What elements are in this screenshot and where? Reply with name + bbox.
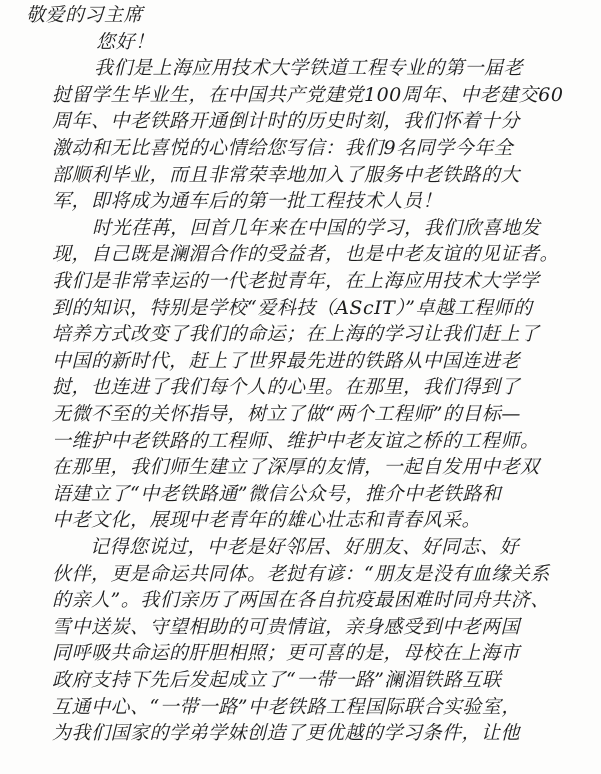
- letter-line: 的亲人”。我们亲历了两国在各自抗疫最困难时同舟共济、: [52, 589, 550, 612]
- letter-line: 记得您说过，中老是好邻居、好朋友、好同志、好: [90, 536, 520, 558]
- letter-line: 激动和无比喜悦的心情给您写信：我们9名同学今年全: [52, 137, 514, 159]
- letter-line: 无微不至的关怀指导，树立了做“两个工程师”的目标—: [52, 403, 521, 425]
- letter-line: 中老文化，展现中老青年的雄心壮志和青春风采。: [52, 509, 482, 532]
- letter-line: 互通中心、“一带一路”中老铁路工程国际联合实验室，: [52, 695, 521, 718]
- letter-line: 部顺利毕业，而且非常荣幸地加入了服务中老铁路的大: [52, 163, 521, 186]
- letter-line: 现，自己既是澜湄合作的受益者，也是中老友谊的见证者。: [52, 243, 560, 266]
- letter-line: 时光荏苒，回首几年来在中国的学习，我们欣喜地发: [92, 216, 541, 239]
- salutation: 敬爱的习主席: [26, 4, 144, 26]
- letter-line: 同呼吸共命运的肝胆相照；更可喜的是，母校在上海市: [52, 642, 521, 665]
- letter-line: 在那里，我们师生建立了深厚的友情，一起自发用中老双: [52, 456, 540, 479]
- letter-line: 周年、中老铁路开通倒计时的历史时刻，我们怀着十分: [52, 110, 521, 133]
- letter-line: 伙伴，更是命运共同体。老挝有谚：“朋友是没有血缘关系: [52, 562, 550, 585]
- letter-line: 挝留学生毕业生，在中国共产党建党100周年、中老建交60: [52, 83, 564, 106]
- letter-line: 中国的新时代，赶上了世界最先进的铁路从中国连进老: [52, 349, 521, 372]
- letter-line: 语建立了“中老铁路通”微信公众号，推介中老铁路和: [52, 482, 502, 505]
- letter-line: 雪中送炭、守望相助的可贵情谊，亲身感受到中老两国: [52, 615, 521, 638]
- letter-line: 军，即将成为通车后的第一批工程技术人员！: [52, 190, 443, 213]
- letter-line: 培养方式改变了我们的命运；在上海的学习让我们赶上了: [52, 323, 540, 346]
- letter-line: 挝，也连进了我们每个人的心里。在那里，我们得到了: [52, 376, 521, 399]
- letter-line: 为我们国家的学弟学妹创造了更优越的学习条件，让他: [52, 722, 521, 745]
- letter-line: 我们是非常幸运的一代老挝青年，在上海应用技术大学学: [52, 270, 540, 292]
- letter-line: 到的知识，特别是学校“爱科技（AScIT）”卓越工程师的: [52, 296, 533, 319]
- letter-line: 一维护中老铁路的工程师、维护中老友谊之桥的工程师。: [52, 429, 540, 452]
- greeting: 您好！: [96, 30, 155, 53]
- letter-line: 政府支持下先后发起成立了“一带一路”澜湄铁路互联: [52, 669, 502, 691]
- letter-line: 我们是上海应用技术大学铁道工程专业的第一届老: [94, 57, 524, 80]
